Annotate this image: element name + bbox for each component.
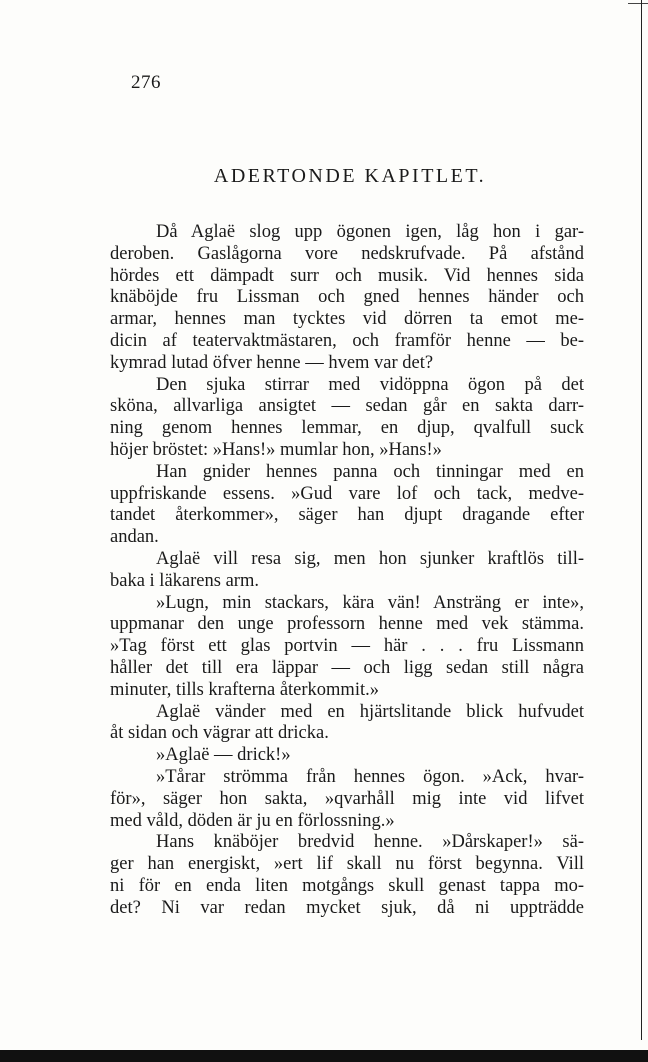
text-line: ger han energiskt, »ert lif skall nu först begynna. Vill [110,854,584,875]
text-line: Den sjuka stirrar med vidöppna ögon på det [156,374,584,395]
text-line: för», säger hon sakta, »qvarhåll mig inte vid lifvet [110,788,584,809]
text-line: med våld, döden är ju en förlossning.» [110,810,395,831]
text-line: »Tårar strömma från hennes ögon. »Ack, hvar- [156,766,584,787]
page-number: 276 [131,72,161,93]
text-line: minuter, tills krafterna återkommit.» [110,679,379,700]
text-line: »Tag först ett glas portvin — här . . . fru Lissmann [110,636,584,657]
scan-edge-right [641,0,642,1040]
text-line: åt sidan och vägrar att dricka. [110,723,329,744]
text-line: uppfriskande essens. »Gud vare lof och tack, medve- [110,483,584,504]
text-line: ning genom hennes lemmar, en djup, qvalfull suck [110,418,584,439]
text-line: knäböjde fru Lissman och gned hennes händer och [110,287,584,308]
text-line: Han gnider hennes panna och tinningar med en [156,461,584,482]
text-line: Hans knäböjer bredvid henne. »Dårskaper!» sä- [156,832,584,853]
text-line: kymrad lutad öfver henne — hvem var det? [110,352,434,373]
text-line: det? Ni var redan mycket sjuk, då ni uppträdde [110,897,584,918]
text-line: sköna, allvarliga ansigtet — sedan går en sakta darr- [110,396,584,417]
text-line: deroben. Gaslågorna vore nedskrufvade. På afstånd [110,243,584,264]
text-line: håller det till era läppar — och ligg sedan still några [110,657,584,678]
text-line: höjer bröstet: »Hans!» mumlar hon, »Hans!» [110,439,442,460]
text-line: armar, hennes man tycktes vid dörren ta emot me- [110,309,584,330]
text-line: Aglaë vill resa sig, men hon sjunker kraftlös till- [156,548,584,569]
text-line: andan. [110,527,159,548]
text-line: »Lugn, min stackars, kära vän! Ansträng er inte», [156,592,584,613]
scan-edge-top [628,3,648,4]
text-line: Då Aglaë slog upp ögonen igen, låg hon i gar- [156,222,584,242]
text-line: »Aglaë — drick!» [156,745,291,766]
scan-edge-bottom [0,1050,648,1062]
text-line: baka i läkarens arm. [110,570,259,591]
text-line: dicin af teatervaktmästaren, och framför henne — be- [110,330,584,351]
chapter-title: ADERTONDE KAPITLET. [213,165,487,187]
text-line: ni för en enda liten motgångs skull genast tappa mo- [110,875,584,896]
body-text [110,222,584,920]
text-line: hördes ett dämpadt surr och musik. Vid hennes sida [110,265,584,286]
text-line: uppmanar den unge professorn henne med vek stämma. [110,614,584,635]
text-line: Aglaë vänder med en hjärtslitande blick hufvudet [156,701,584,722]
text-line: tandet återkommer», säger han djupt dragande efter [110,505,584,526]
